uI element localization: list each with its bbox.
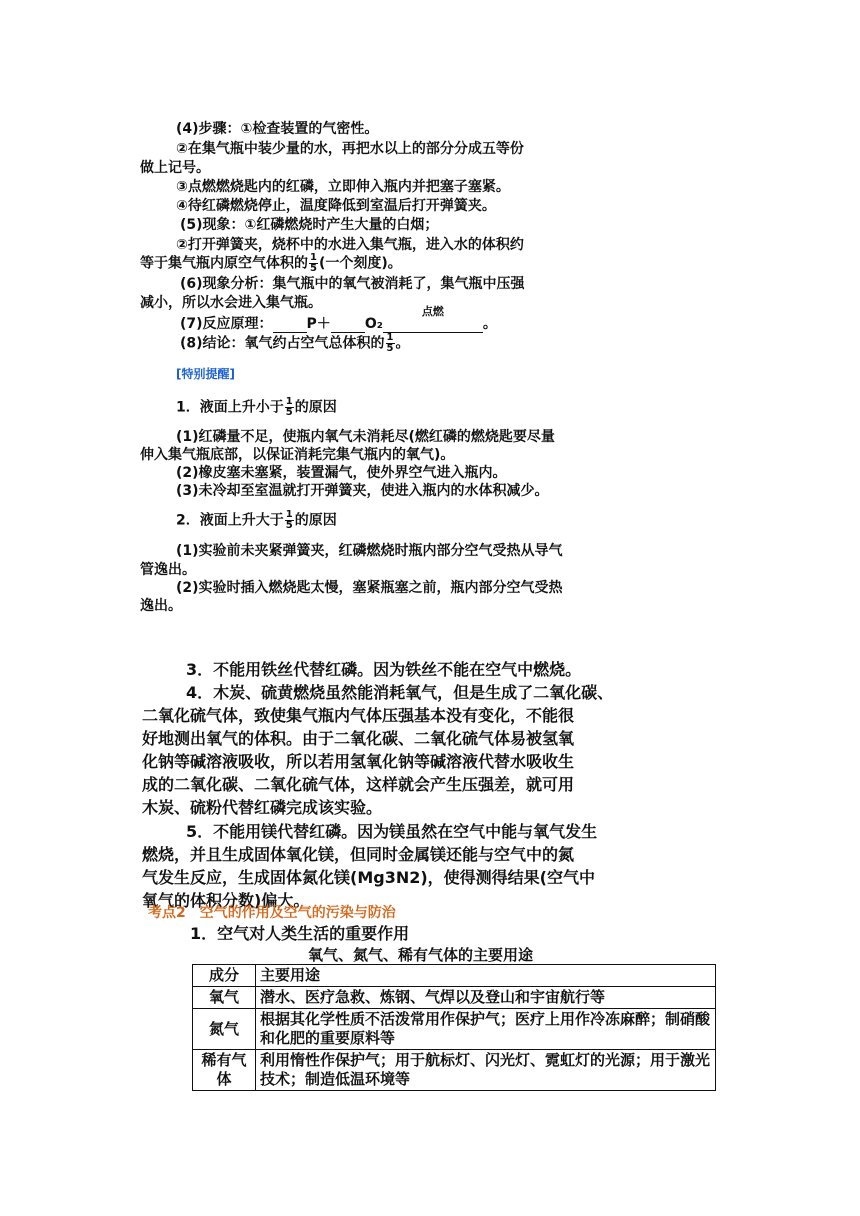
phenomenon-text: (一个刻度)。 [318, 255, 402, 272]
answer-blank [273, 318, 307, 333]
special-reminder-tag: [特别提醒] [176, 367, 235, 381]
note-line: 木炭、硫粉代替红磷完成该实验。 [142, 798, 383, 817]
tip-line: (2)橡皮塞未塞紧，装置漏气，使外界空气进入瓶内。 [176, 465, 507, 481]
table-cell: 稀有气体 [193, 1050, 256, 1091]
tip-line: 逸出。 [140, 598, 182, 614]
phenomenon-line: ②打开弹簧夹，烧杯中的水进入集气瓶，进入水的体积约 [176, 237, 524, 253]
phenomenon-line: (5)现象：①红磷燃烧时产生大量的白烟； [180, 217, 439, 233]
note-line: 二氧化硫气体，致使集气瓶内气体压强基本没有变化，不能很 [142, 706, 575, 725]
tip-heading [176, 397, 337, 418]
table-header-cell: 成分 [193, 965, 256, 987]
conclusion-text: 。 [395, 335, 410, 352]
subsection-heading: 1．空气对人类生活的重要作用 [190, 924, 410, 943]
tip-line: (1)红磷量不足，使瓶内氧气未消耗尽(燃红磷的燃烧匙要尽量 [176, 429, 555, 445]
table-cell: 潜水、医疗急救、炼钢、气焊以及登山和宇宙航行等 [256, 987, 716, 1009]
reaction-condition: 点燃 [421, 305, 444, 318]
table-caption: 氧气、氮气、稀有气体的主要用途 [308, 946, 534, 964]
phenomenon-line [140, 253, 402, 274]
note-line: 燃烧，并且生成固体氧化镁，但同时金属镁还能与空气中的氮 [142, 845, 575, 864]
note-line: 化钠等碱溶液吸收，所以若用氢氧化钠等碱溶液代替水吸收生 [142, 752, 575, 771]
table-cell: 根据其化学性质不活泼常用作保护气；医疗上用作冷冻麻醉；制硝酸和化肥的重要原料等 [256, 1009, 716, 1050]
phenomenon-text: 等于集气瓶内原空气体积的 [140, 255, 308, 272]
reaction-end: 。 [482, 316, 497, 332]
note-line: 4．木炭、硫黄燃烧虽然能消耗氧气，但是生成了二氧化碳、 [186, 683, 614, 702]
tip-heading-text: 1．液面上升小于 [176, 399, 284, 416]
fraction-one-fifth: $\frac{1}{5}$ [285, 509, 293, 531]
table-header-cell: 主要用途 [256, 965, 716, 987]
table-cell: 利用惰性作保护气；用于航标灯、闪光灯、霓虹灯的光源；用于激光技术；制造低温环境等 [256, 1050, 716, 1091]
conclusion-line [180, 333, 410, 354]
reaction-label: (7)反应原理： [180, 316, 273, 332]
fraction-one-fifth: $\frac{1}{5}$ [285, 396, 293, 418]
reaction-line [180, 305, 497, 333]
tip-line: (2)实验时插入燃烧匙太慢，塞紧瓶塞之前，瓶内部分空气受热 [176, 580, 563, 596]
fraction-one-fifth: $\frac{1}{5}$ [310, 252, 317, 274]
note-line: 氧气的体积分数)偏大。 [142, 891, 310, 910]
table-row [193, 1009, 716, 1050]
note-line: 3．不能用铁丝代替红磷。因为铁丝不能在空气中燃烧。 [186, 660, 582, 679]
answer-blank [331, 318, 365, 333]
tip-heading-text: 的原因 [294, 512, 337, 529]
table-row [193, 1050, 716, 1091]
step-line: (4)步骤：①检查装置的气密性。 [176, 121, 379, 137]
kaodian-heading: 考点2 空气的作用及空气的污染与防治 [148, 905, 396, 921]
step-line: 做上记号。 [140, 160, 210, 176]
conclusion-text: (8)结论：氧气约占空气总体积的 [180, 335, 385, 352]
gas-uses-table [192, 964, 716, 1091]
reaction-p: P＋ [306, 316, 331, 332]
reaction-o2: O₂ [364, 316, 383, 332]
tip-line: 管逸出。 [140, 562, 196, 578]
table-cell: 氮气 [193, 1009, 256, 1050]
step-line: ④待红磷燃烧停止，温度降低到室温后打开弹簧夹。 [176, 198, 496, 214]
table-row [193, 987, 716, 1009]
note-line: 气发生反应，生成固体氮化镁(Mg3N2)，使得测得结果(空气中 [142, 868, 595, 887]
table-cell: 氧气 [193, 987, 256, 1009]
analysis-line: (6)现象分析：集气瓶中的氧气被消耗了，集气瓶中压强 [180, 276, 525, 292]
analysis-line: 减小，所以水会进入集气瓶。 [140, 295, 322, 311]
note-line: 好地测出氧气的体积。由于二氧化碳、二氧化硫气体易被氢氧 [142, 729, 575, 748]
tip-line: (3)未冷却至室温就打开弹簧夹，使进入瓶内的水体积减少。 [176, 483, 549, 499]
step-line: ②在集气瓶中装少量的水，再把水以上的部分分成五等份 [176, 141, 524, 157]
tip-heading-text: 2．液面上升大于 [176, 512, 284, 529]
tip-line: (1)实验前未夹紧弹簧夹，红磷燃烧时瓶内部分空气受热从导气 [176, 543, 563, 559]
step-line: ③点燃燃烧匙内的红磷，立即伸入瓶内并把塞子塞紧。 [176, 179, 510, 195]
tip-heading-text: 的原因 [294, 399, 337, 416]
fraction-one-fifth: $\frac{1}{5}$ [386, 332, 394, 354]
tip-heading [176, 510, 337, 531]
note-line: 5．不能用镁代替红磷。因为镁虽然在空气中能与氧气发生 [186, 822, 598, 841]
table-header-row [193, 965, 716, 987]
note-line: 成的二氧化碳、二氧化硫气体，这样就会产生压强差，就可用 [142, 775, 575, 794]
tip-line: 伸入集气瓶底部，以保证消耗完集气瓶内的氧气)。 [140, 447, 455, 463]
